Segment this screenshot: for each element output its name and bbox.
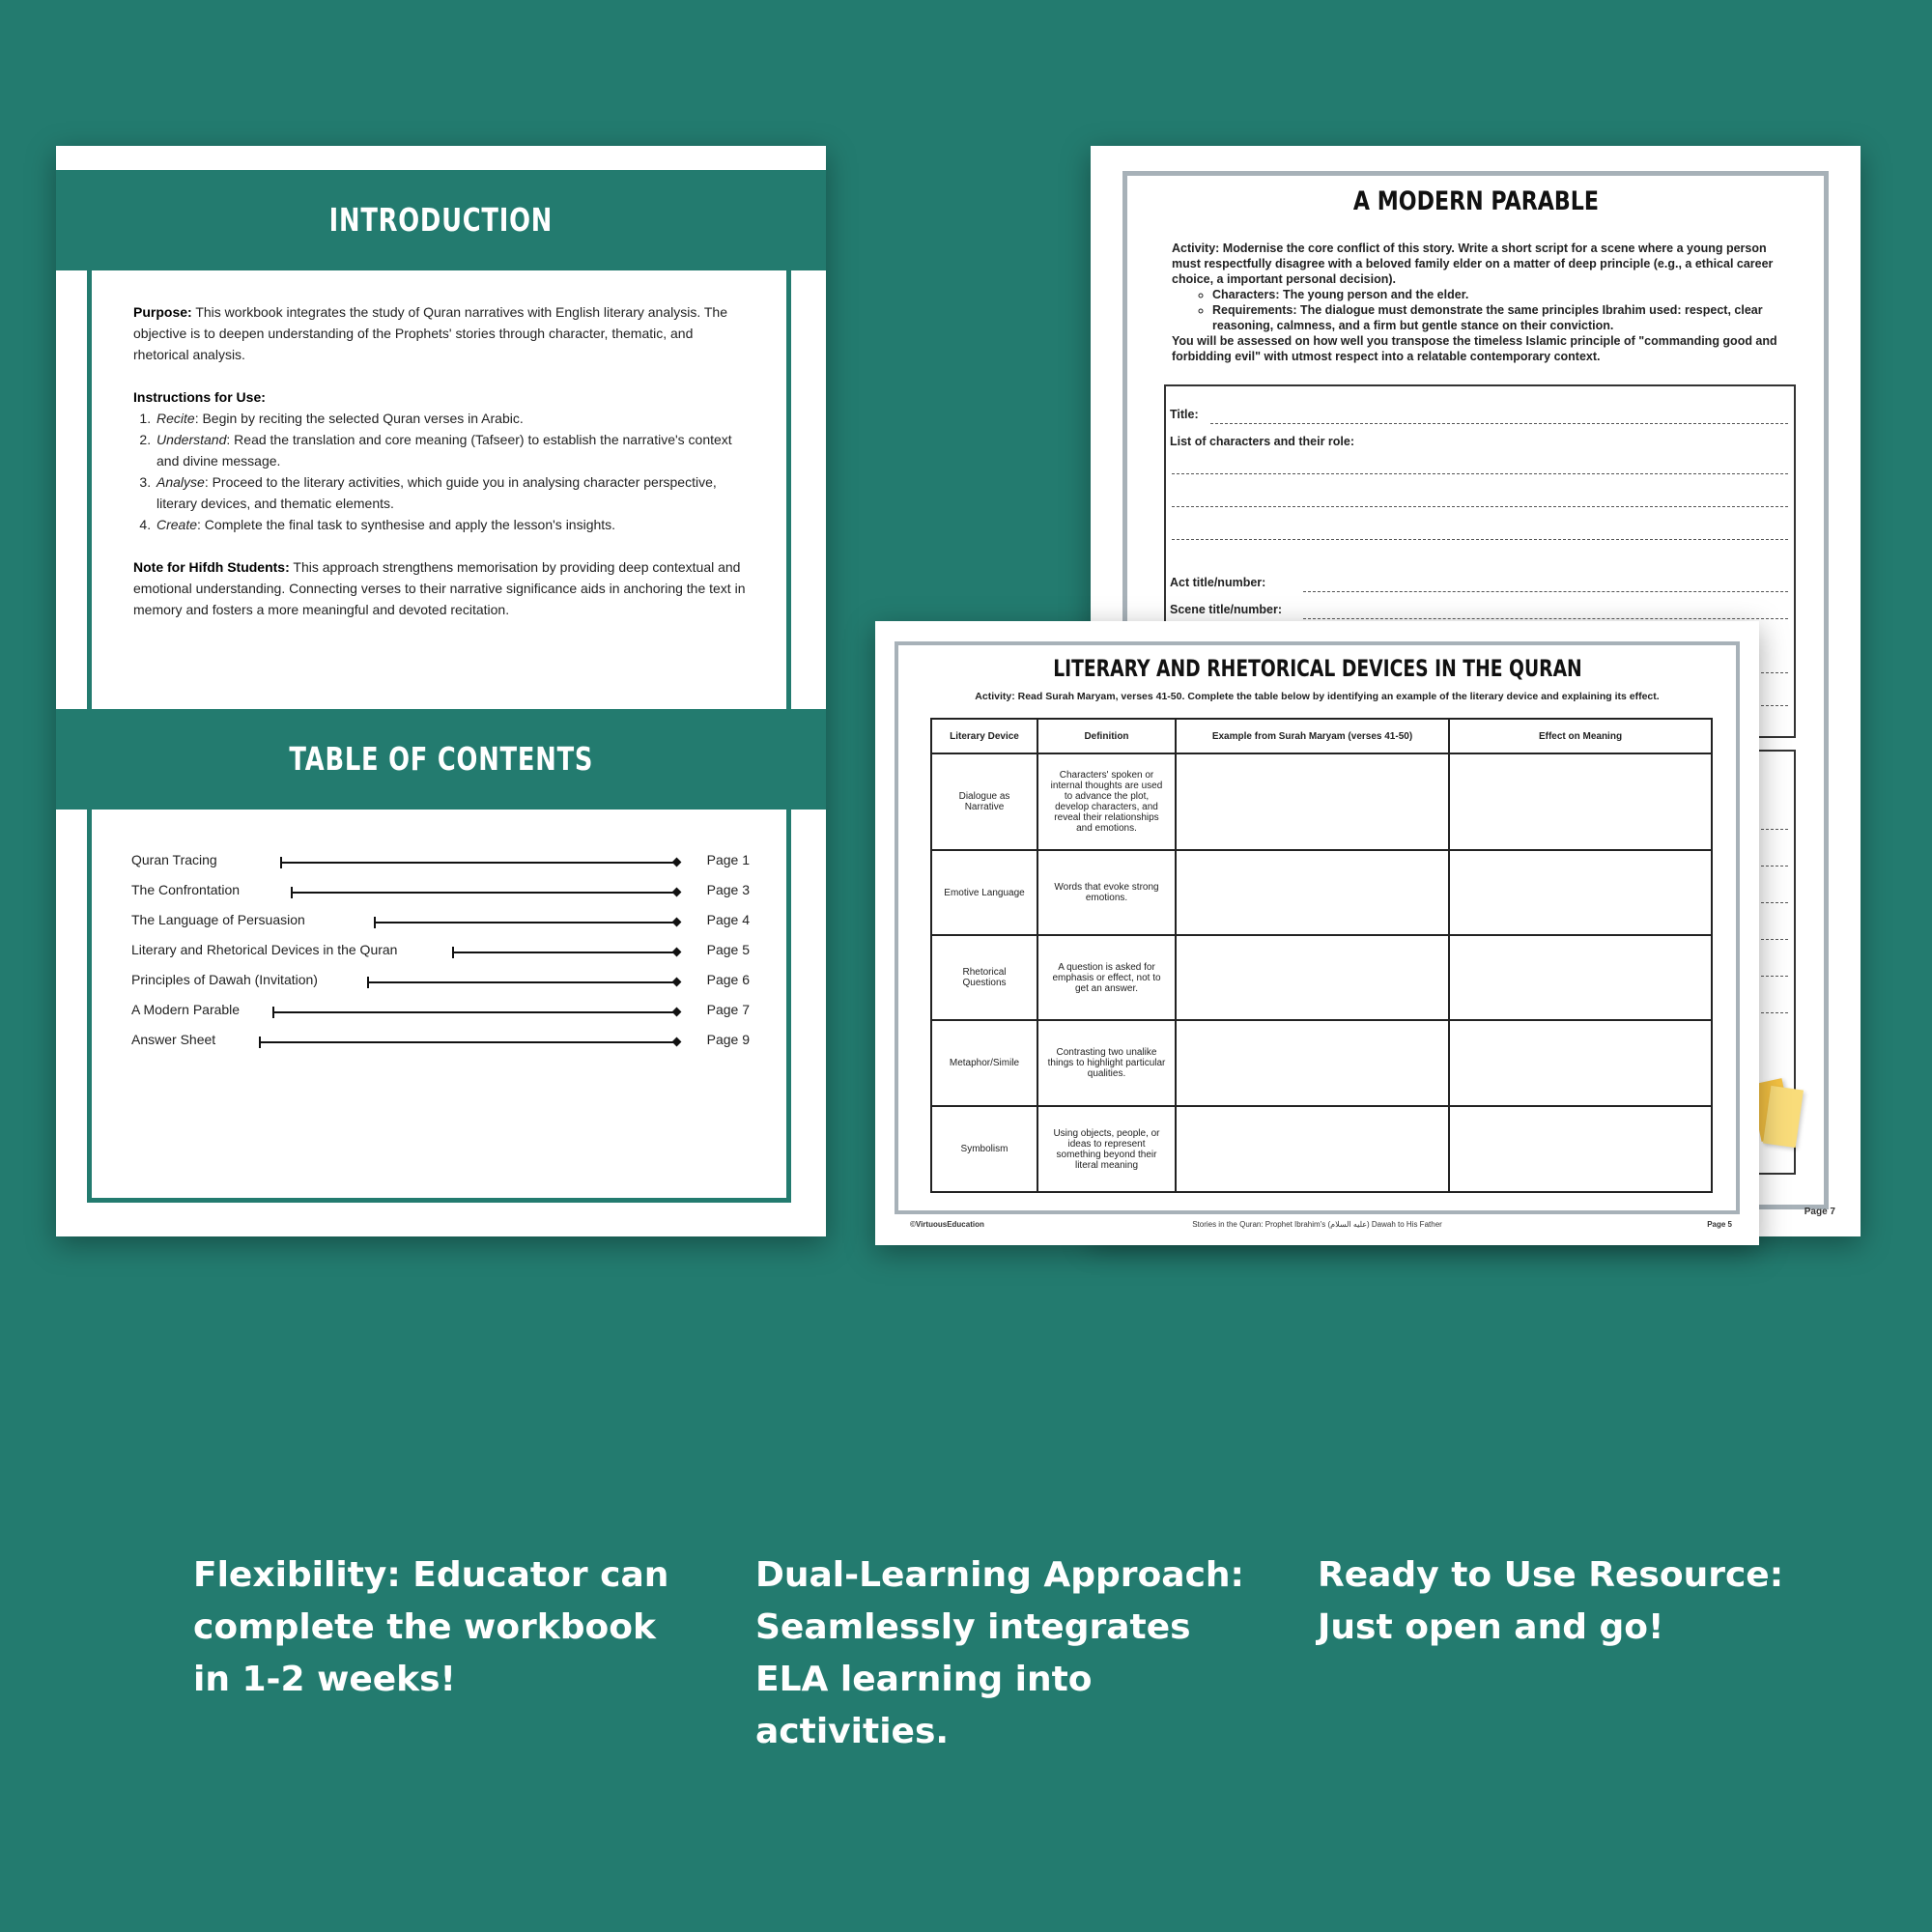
characters-input-line[interactable] xyxy=(1172,539,1788,540)
parable-heading xyxy=(1091,186,1861,216)
effect-cell[interactable] xyxy=(1449,935,1712,1020)
instruction-text: : Read the translation and core meaning (Tafseer) to establish the narrative's context and divine message. xyxy=(156,432,732,469)
example-cell[interactable] xyxy=(1176,1020,1449,1106)
example-cell[interactable] xyxy=(1176,850,1449,935)
toc-item[interactable] xyxy=(131,942,750,963)
table-row xyxy=(931,935,1712,1020)
parable-activity xyxy=(1172,241,1790,364)
feature-flexibility: Flexibility: Educator can complete the workbook in 1-2 weeks! xyxy=(193,1555,669,1699)
purpose-text: This workbook integrates the study of Quran narratives with English literary analysis. The objective is to deepen understanding of the Prophets' stories through character, thematic, and rhetorical analysis. xyxy=(133,304,727,362)
toc-leader-line xyxy=(452,952,676,953)
devices-heading xyxy=(875,655,1759,682)
devices-activity: Activity: Read Surah Maryam, verses 41-50. Complete the table below by identifying an example of the literary device and explaining its effect. xyxy=(975,691,1660,702)
table-row xyxy=(931,1106,1712,1192)
instruction-item xyxy=(155,408,752,429)
purpose-label: Purpose: xyxy=(133,304,192,320)
toc-item[interactable] xyxy=(131,1032,750,1053)
instruction-term: Create xyxy=(156,517,198,532)
toc-leader-line xyxy=(280,862,676,864)
devices-heading-text: LITERARY AND RHETORICAL DEVICES IN THE QURAN xyxy=(1052,655,1582,682)
feature-ready-to-use: Ready to Use Resource: Just open and go! xyxy=(1318,1555,1784,1647)
introduction-heading-band xyxy=(56,170,826,270)
column-header: Example from Surah Maryam (verses 41-50) xyxy=(1176,719,1449,753)
note-label: Note for Hifdh Students: xyxy=(133,559,290,575)
toc-leader-line xyxy=(259,1041,676,1043)
toc-item-title: Answer Sheet xyxy=(131,1032,216,1047)
column-header: Literary Device xyxy=(931,719,1037,753)
definition-cell: Using objects, people, or ideas to represent something beyond their literal meaning xyxy=(1037,1106,1176,1192)
footer-brand: ©VirtuousEducation xyxy=(910,1220,984,1229)
instruction-item xyxy=(155,429,752,471)
footer-page-number: Page 5 xyxy=(1707,1220,1732,1229)
table-row xyxy=(931,850,1712,935)
toc-item-page: Page 3 xyxy=(706,882,750,897)
definition-cell: Words that evoke strong emotions. xyxy=(1037,850,1176,935)
characters-input-line[interactable] xyxy=(1172,473,1788,474)
characters-label: List of characters and their role: xyxy=(1170,435,1355,448)
device-cell: Dialogue as Narrative xyxy=(931,753,1037,850)
device-cell: Emotive Language xyxy=(931,850,1037,935)
note-paragraph xyxy=(133,556,752,620)
scene-label: Scene title/number: xyxy=(1170,603,1282,616)
parable-page-number: Page 7 xyxy=(1804,1207,1835,1217)
characters-input-line[interactable] xyxy=(1172,506,1788,507)
device-cell: Metaphor/Simile xyxy=(931,1020,1037,1106)
definition-cell: Characters' spoken or internal thoughts are used to advance the plot, develop characters, and reveal their relationships and emotions. xyxy=(1037,753,1176,850)
toc-item[interactable] xyxy=(131,912,750,933)
toc-item-title: The Language of Persuasion xyxy=(131,912,305,927)
toc-item[interactable] xyxy=(131,1002,750,1023)
parable-heading-text: A MODERN PARABLE xyxy=(1352,186,1599,216)
toc-item-title: A Modern Parable xyxy=(131,1002,241,1017)
toc-item-page: Page 9 xyxy=(706,1032,750,1047)
instruction-text: : Complete the final task to synthesise and apply the lesson's insights. xyxy=(197,517,616,532)
example-cell[interactable] xyxy=(1176,1106,1449,1192)
footer-title: Stories in the Quran: Prophet Ibrahim's (عليه السلام) Dawah to His Father xyxy=(1192,1220,1442,1229)
introduction-page xyxy=(56,146,826,1236)
table-row xyxy=(931,753,1712,850)
instruction-text: : Begin by reciting the selected Quran verses in Arabic. xyxy=(194,411,524,426)
column-header: Definition xyxy=(1037,719,1176,753)
toc-item-page: Page 5 xyxy=(706,942,750,957)
effect-cell[interactable] xyxy=(1449,850,1712,935)
title-input-line[interactable] xyxy=(1210,423,1788,424)
definition-cell: Contrasting two unalike things to highlight particular qualities. xyxy=(1037,1020,1176,1106)
feature-dual-learning: Dual-Learning Approach: Seamlessly integrates ELA learning into activities. xyxy=(755,1555,1244,1751)
toc-item-page: Page 4 xyxy=(706,912,750,927)
toc-item[interactable] xyxy=(131,972,750,993)
parable-bullet: ◦ Characters: The young person and the elder. xyxy=(1212,287,1790,302)
effect-cell[interactable] xyxy=(1449,1020,1712,1106)
introduction-heading: INTRODUCTION xyxy=(328,201,554,239)
device-cell: Rhetorical Questions xyxy=(931,935,1037,1020)
table-row xyxy=(931,1020,1712,1106)
table-header-row xyxy=(931,719,1712,753)
toc-item[interactable] xyxy=(131,852,750,873)
parable-activity-text: Activity: Modernise the core conflict of this story. Write a short script for a scene where a young person must respectfully disagree with a beloved family elder on a matter of deep principle (e.g., a ethical career choice, a important personal decision). xyxy=(1172,242,1774,286)
instruction-text: : Proceed to the literary activities, which guide you in analysing character perspective, literary devices, and thematic elements. xyxy=(156,474,717,511)
definition-cell: A question is asked for emphasis or effect, not to get an answer. xyxy=(1037,935,1176,1020)
instructions-label: Instructions for Use: xyxy=(133,389,266,405)
toc-item-title: Literary and Rhetorical Devices in the Quran xyxy=(131,942,398,957)
column-header: Effect on Meaning xyxy=(1449,719,1712,753)
toc-leader-line xyxy=(291,892,676,894)
instruction-item xyxy=(155,471,752,514)
toc-heading-band xyxy=(56,709,826,810)
toc-leader-line xyxy=(374,922,676,923)
instruction-term: Recite xyxy=(156,411,195,426)
toc-item-title: The Confrontation xyxy=(131,882,241,897)
devices-table xyxy=(930,718,1713,1193)
literary-devices-page xyxy=(875,621,1759,1245)
example-cell[interactable] xyxy=(1176,753,1449,850)
effect-cell[interactable] xyxy=(1449,753,1712,850)
toc-item-title: Principles of Dawah (Invitation) xyxy=(131,972,318,987)
toc-item-page: Page 1 xyxy=(706,852,750,867)
parable-assessment: You will be assessed on how well you transpose the timeless Islamic principle of "commanding good and forbidding evil" with utmost respect into a relatable contemporary context. xyxy=(1172,334,1777,363)
toc-item-page: Page 6 xyxy=(706,972,750,987)
instructions-list xyxy=(133,408,752,535)
toc-item-page: Page 7 xyxy=(706,1002,750,1017)
purpose-paragraph xyxy=(133,301,752,365)
instruction-term: Understand xyxy=(156,432,227,447)
instruction-term: Analyse xyxy=(156,474,205,490)
toc-heading: TABLE OF CONTENTS xyxy=(289,740,593,778)
device-cell: Symbolism xyxy=(931,1106,1037,1192)
note-text: This approach strengthens memorisation by providing deep contextual and emotional understanding. Connecting verses to their narrative significance aids in anchoring the text in memory and fosters a more meaningful and devoted recitation. xyxy=(133,559,746,617)
example-cell[interactable] xyxy=(1176,935,1449,1020)
toc-item[interactable] xyxy=(131,882,750,903)
toc-item-title: Quran Tracing xyxy=(131,852,217,867)
act-label: Act title/number: xyxy=(1170,576,1266,589)
scene-input-line[interactable] xyxy=(1303,618,1788,619)
parable-bullets xyxy=(1172,287,1790,333)
instruction-item xyxy=(155,514,752,535)
act-input-line[interactable] xyxy=(1303,591,1788,592)
instructions-section xyxy=(133,386,752,535)
title-label: Title: xyxy=(1170,408,1199,421)
parable-bullet: ◦ Requirements: The dialogue must demonstrate the same principles Ibrahim used: respect, clear reasoning, calmness, and a firm but gentle stance on their conviction. xyxy=(1212,302,1790,333)
effect-cell[interactable] xyxy=(1449,1106,1712,1192)
toc-leader-line xyxy=(272,1011,676,1013)
toc-leader-line xyxy=(367,981,676,983)
